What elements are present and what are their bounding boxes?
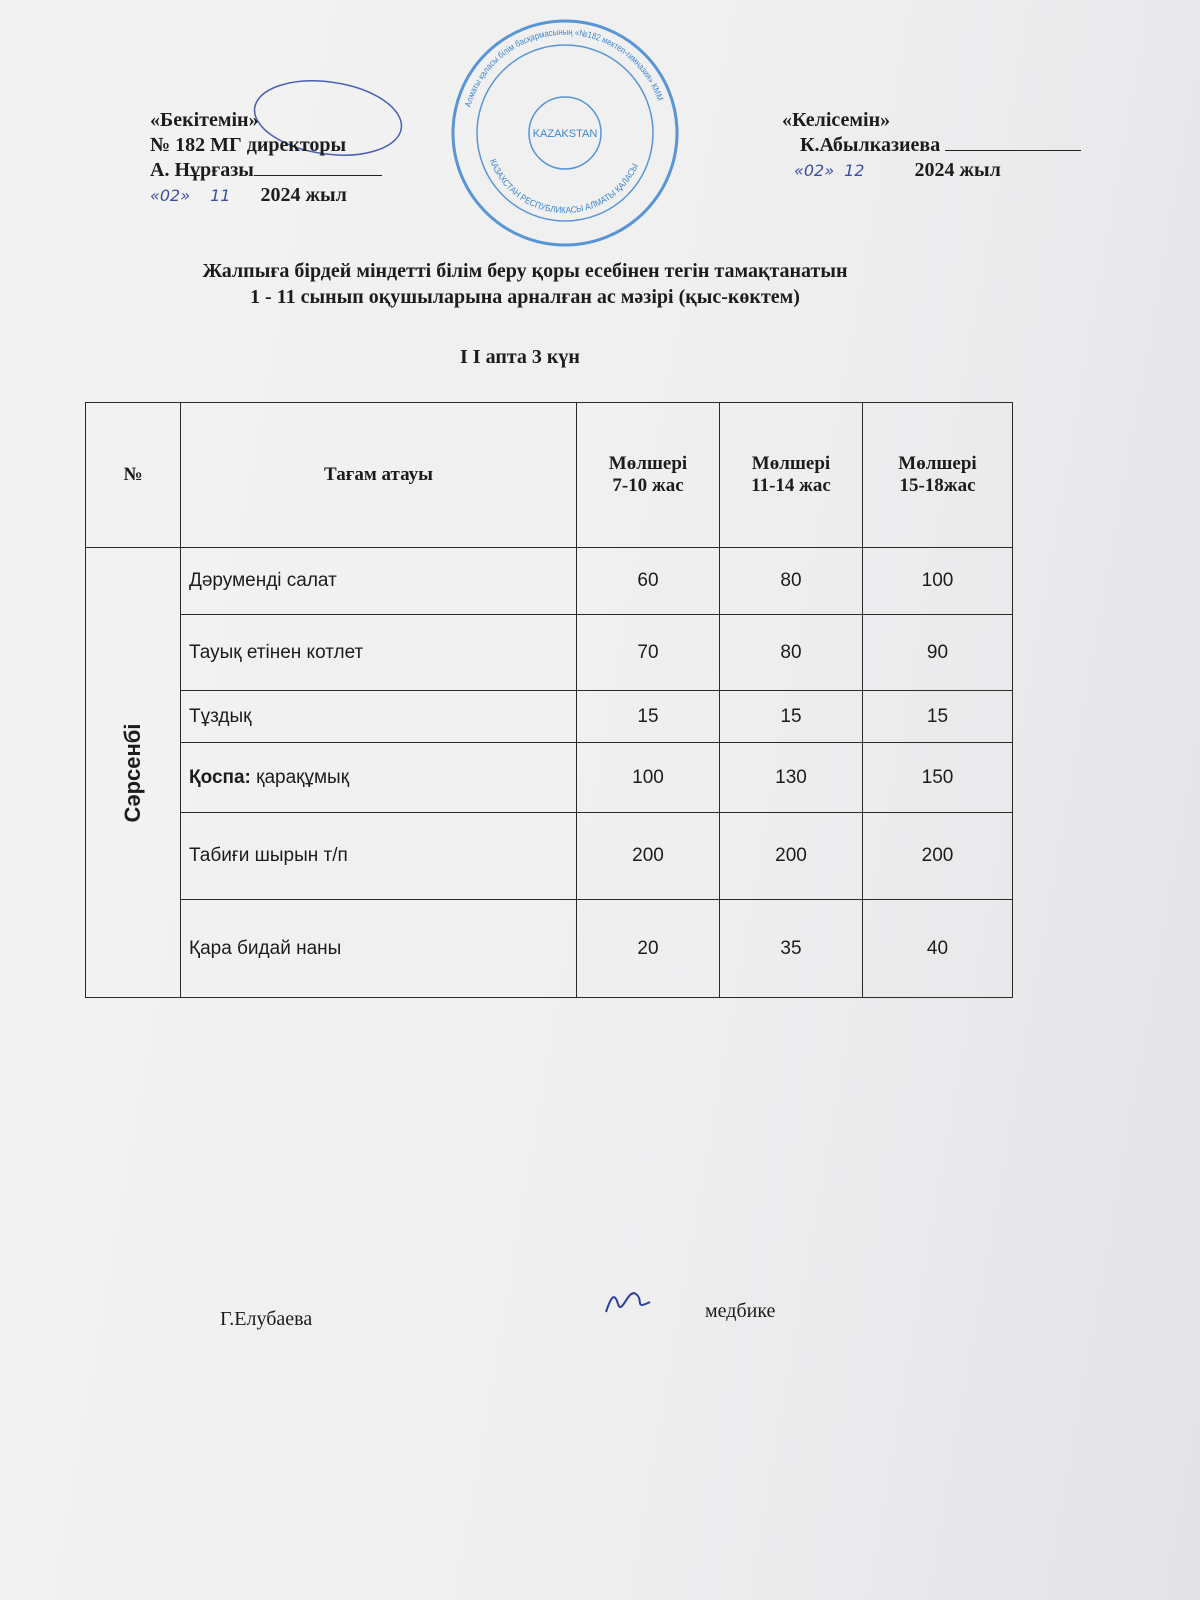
table-header-row <box>86 403 1013 548</box>
portion-7-10: 100 <box>577 743 720 813</box>
portion-11-14: 15 <box>720 691 863 743</box>
school-stamp <box>450 18 680 248</box>
portion-15-18: 100 <box>863 548 1013 615</box>
portion-11-14: 80 <box>720 615 863 691</box>
table-row <box>86 743 1013 813</box>
portion-11-14: 130 <box>720 743 863 813</box>
dish-name: Табиғи шырын т/п <box>181 813 577 900</box>
portion-7-10: 70 <box>577 615 720 691</box>
portion-7-10: 200 <box>577 813 720 900</box>
table-row <box>86 615 1013 691</box>
agree-block <box>782 108 1081 183</box>
footer-role: медбике <box>705 1300 776 1322</box>
header-age-15-18: Мөлшері 15-18жас <box>863 403 1013 548</box>
dish-name: Тұздық <box>181 691 577 743</box>
dish-name: Қара бидай наны <box>181 900 577 998</box>
portion-15-18: 40 <box>863 900 1013 998</box>
svg-text:Алматы қаласы білім басқармасы <box>463 27 666 108</box>
agree-date: «02» 12 2024 жыл <box>794 159 1001 181</box>
title-line-2: 1 - 11 сынып оқушыларына арналған ас мәзірі (қыс-көктем) <box>250 286 800 308</box>
menu-table <box>85 402 1013 998</box>
header-age-7-10: Мөлшері 7-10 жас <box>577 403 720 548</box>
table-row <box>86 900 1013 998</box>
stamp-center-text: KAZAKSTAN <box>532 128 598 140</box>
dish-name: Қоспа: қарақұмық <box>181 743 577 813</box>
portion-7-10: 60 <box>577 548 720 615</box>
portion-7-10: 20 <box>577 900 720 998</box>
approve-block <box>150 108 382 208</box>
approve-name: А. Нұрғазы <box>150 158 382 183</box>
approve-label: «Бекітемін» <box>150 109 259 131</box>
approve-position: № 182 МГ директоры <box>150 134 347 156</box>
signature-nurse <box>600 1280 660 1320</box>
footer-name: Г.Елубаева <box>220 1308 313 1330</box>
portion-11-14: 200 <box>720 813 863 900</box>
day-cell: Сәрсенбі <box>86 548 181 998</box>
portion-11-14: 35 <box>720 900 863 998</box>
svg-text:КАЗАХСТАН РЕСПУБЛИКАСЫ АЛМАТЫ <box>488 157 640 215</box>
dish-name: Дәруменді салат <box>181 548 577 615</box>
portion-15-18: 15 <box>863 691 1013 743</box>
portion-7-10: 15 <box>577 691 720 743</box>
stamp-inner-text: КАЗАХСТАН РЕСПУБЛИКАСЫ АЛМАТЫ ҚАЛАСЫ <box>487 157 641 216</box>
stamp-outer-text: Алматы қаласы білім басқармасының «№182 мектеп-гимназия» КММ <box>462 26 666 109</box>
portion-15-18: 150 <box>863 743 1013 813</box>
approve-date: «02» 11 2024 жыл <box>150 184 347 206</box>
portion-15-18: 200 <box>863 813 1013 900</box>
header-age-11-14: Мөлшері 11-14 жас <box>720 403 863 548</box>
dish-name: Тауық етінен котлет <box>181 615 577 691</box>
agree-name: К.Абылказиева <box>782 133 1081 158</box>
document-title <box>40 258 1010 310</box>
table-row <box>86 548 1013 615</box>
header-no: № <box>86 403 181 548</box>
week-day: I I апта 3 күн <box>460 346 580 368</box>
header-dish-name: Тағам атауы <box>181 403 577 548</box>
portion-11-14: 80 <box>720 548 863 615</box>
table-row <box>86 691 1013 743</box>
table-row <box>86 813 1013 900</box>
title-line-1: Жалпыға бірдей міндетті білім беру қоры есебінен тегін тамақтанатын <box>202 260 848 282</box>
portion-15-18: 90 <box>863 615 1013 691</box>
agree-label: «Келісемін» <box>782 109 891 131</box>
